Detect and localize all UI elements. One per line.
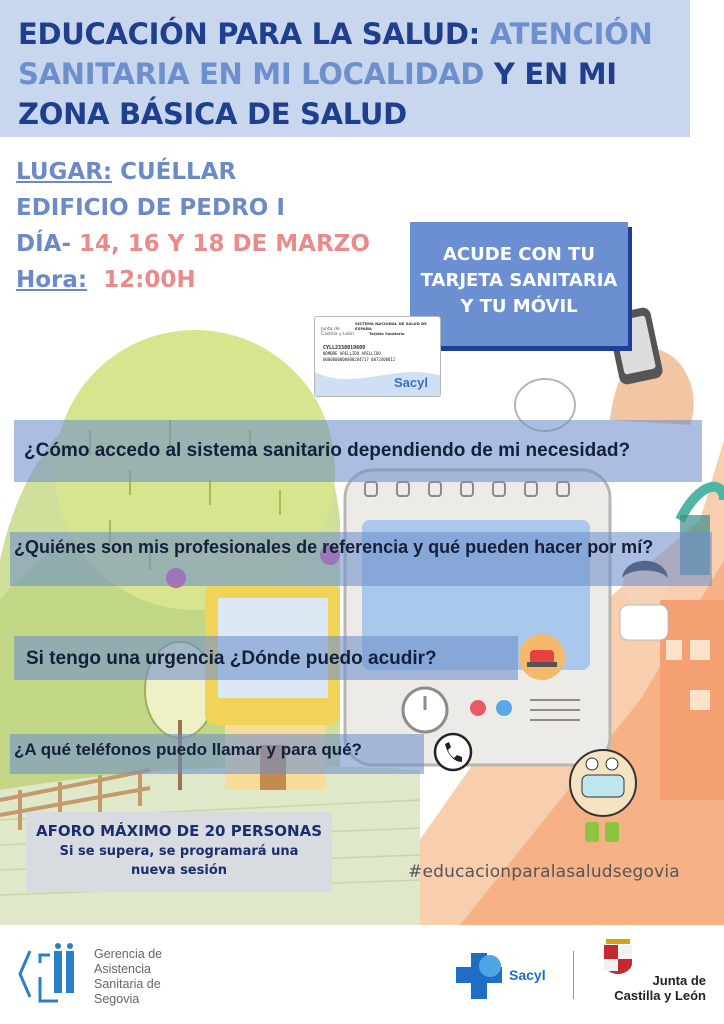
card-header-line-2: Tarjeta Sanitaria: [369, 331, 405, 336]
hora-label: Hora:: [16, 267, 88, 293]
question-4: ¿A qué teléfonos puedo llamar y para qué?: [10, 734, 424, 774]
title-part-2: ATENCIÓN SANITARIA EN MI LOCALIDAD: [18, 17, 653, 91]
gerencia-line-3: Sanitaria de: [94, 977, 161, 991]
card-issuer-line-2: Castilla y León: [321, 332, 354, 337]
page-title: [18, 14, 672, 134]
sacyl-label: Sacyl: [509, 967, 546, 983]
card-details: [323, 345, 395, 363]
footer-logos: [0, 925, 724, 1024]
dia-line: [16, 226, 370, 262]
question-2: ¿Quiénes son mis profesionales de referencia y qué pueden hacer por mí?: [10, 532, 712, 586]
aforo-line-2: Si se supera, se programará una: [59, 844, 299, 859]
acude-box: [410, 222, 628, 346]
card-code: CYLL2338019609: [323, 345, 366, 351]
castilla-leon-shield-icon: [602, 939, 634, 975]
edificio-line: EDIFICIO DE PEDRO I: [16, 195, 285, 221]
junta-line-2: Castilla y León: [614, 988, 706, 1003]
card-brand: Sacyl: [394, 375, 428, 390]
hora-line: [16, 262, 370, 298]
title-part-1: EDUCACIÓN PARA LA SALUD:: [18, 17, 490, 51]
card-number: 0000000000000284717 0072400012: [323, 357, 396, 362]
gerencia-text: [94, 947, 162, 1007]
title-part-3: Y EN MI ZONA BÁSICA DE SALUD: [18, 57, 617, 131]
lugar-label: LUGAR:: [16, 159, 113, 185]
card-issuer: [321, 327, 354, 337]
card-issuer-line-1: Junta de: [321, 327, 340, 332]
acude-line-3: Y TU MÓVIL: [460, 296, 578, 317]
health-card-image: [314, 316, 441, 397]
gerencia-line-1: Gerencia de: [94, 947, 163, 961]
aforo-line-1: AFORO MÁXIMO DE 20 PERSONAS: [35, 822, 323, 840]
dia-value: 14, 16 Y 18 DE MARZO: [71, 231, 370, 257]
gerencia-line-4: Segovia: [94, 992, 140, 1006]
title-banner: [0, 0, 690, 137]
acude-line-2: TARJETA SANITARIA: [420, 270, 618, 291]
hashtag: #educacionparalasaludsegovia: [408, 862, 680, 882]
dia-label: DÍA-: [16, 231, 71, 257]
aforo-line-3: nueva sesión: [130, 863, 228, 878]
question-3: Si tengo una urgencia ¿Dónde puedo acudir?: [14, 636, 518, 680]
lugar-value: CUÉLLAR: [112, 159, 237, 185]
hora-value: 12:00H: [103, 267, 196, 293]
gerencia-line-2: Asistencia: [94, 962, 151, 976]
question-1: ¿Cómo accedo al sistema sanitario dependiendo de mi necesidad?: [14, 420, 702, 482]
acude-line-1: ACUDE CON TU: [443, 244, 595, 265]
gerencia-logo-icon: [18, 941, 88, 1007]
lugar-line: [16, 154, 370, 190]
footer-divider: [573, 951, 574, 999]
card-header: [355, 321, 440, 336]
junta-line-1: Junta de: [652, 973, 706, 988]
aforo-box: [26, 812, 332, 892]
event-info: [16, 154, 370, 298]
card-header-line-1: SISTEMA NACIONAL DE SALUD DE ESPAÑA: [355, 321, 427, 331]
sacyl-cross-icon: [456, 953, 506, 999]
card-name: NOMBRE APELLIDO APELLIDO: [323, 351, 381, 356]
junta-text: [594, 973, 706, 1003]
